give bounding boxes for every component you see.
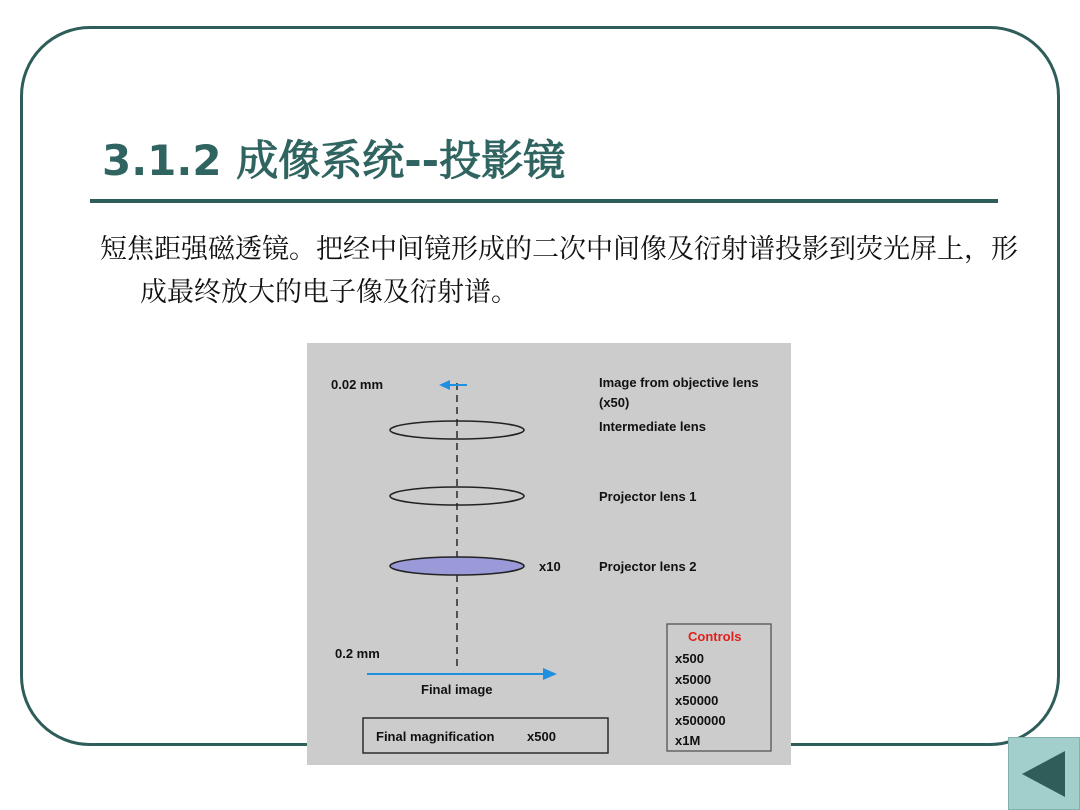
slide-title: 3.1.2 成像系统--投影镜 xyxy=(102,136,566,185)
controls-option-x5000[interactable]: x5000 xyxy=(675,672,712,687)
projector-lens-1-label: Projector lens 1 xyxy=(599,489,697,504)
projector-lens-2-label: Projector lens 2 xyxy=(599,559,697,574)
final-magnification-label: Final magnification xyxy=(376,729,495,744)
title-underline xyxy=(90,199,998,203)
controls-option-x500000[interactable]: x500000 xyxy=(675,713,726,728)
back-button[interactable] xyxy=(1008,737,1080,810)
final-image-label: Final image xyxy=(421,682,493,697)
slide-body-text: 短焦距强磁透镜。把经中间镜形成的二次中间像及衍射谱投影到荧光屏上，形成最终放大的电子像及衍射谱。 xyxy=(100,234,1018,308)
image-from-objective-label: Image from objective lens xyxy=(599,375,759,390)
projector-lens-2-mag: x10 xyxy=(539,559,561,574)
scale-top-label: 0.02 mm xyxy=(331,377,384,392)
top-image-arrow-head xyxy=(439,380,450,390)
image-from-objective-mag: (x50) xyxy=(599,395,630,410)
final-magnification-value: x500 xyxy=(527,729,556,744)
controls-option-x50000[interactable]: x50000 xyxy=(675,693,719,708)
final-image-arrow-head xyxy=(543,668,557,680)
controls-title: Controls xyxy=(688,629,742,644)
projector-lens-diagram xyxy=(307,343,791,765)
scale-bottom-label: 0.2 mm xyxy=(335,646,380,661)
left-triangle-icon xyxy=(1009,738,1079,809)
controls-option-x1m[interactable]: x1M xyxy=(675,733,701,748)
controls-option-x500[interactable]: x500 xyxy=(675,651,704,666)
diagram-canvas xyxy=(307,343,791,765)
intermediate-lens-label: Intermediate lens xyxy=(599,419,706,434)
projector-lens-2-shape xyxy=(390,557,524,575)
